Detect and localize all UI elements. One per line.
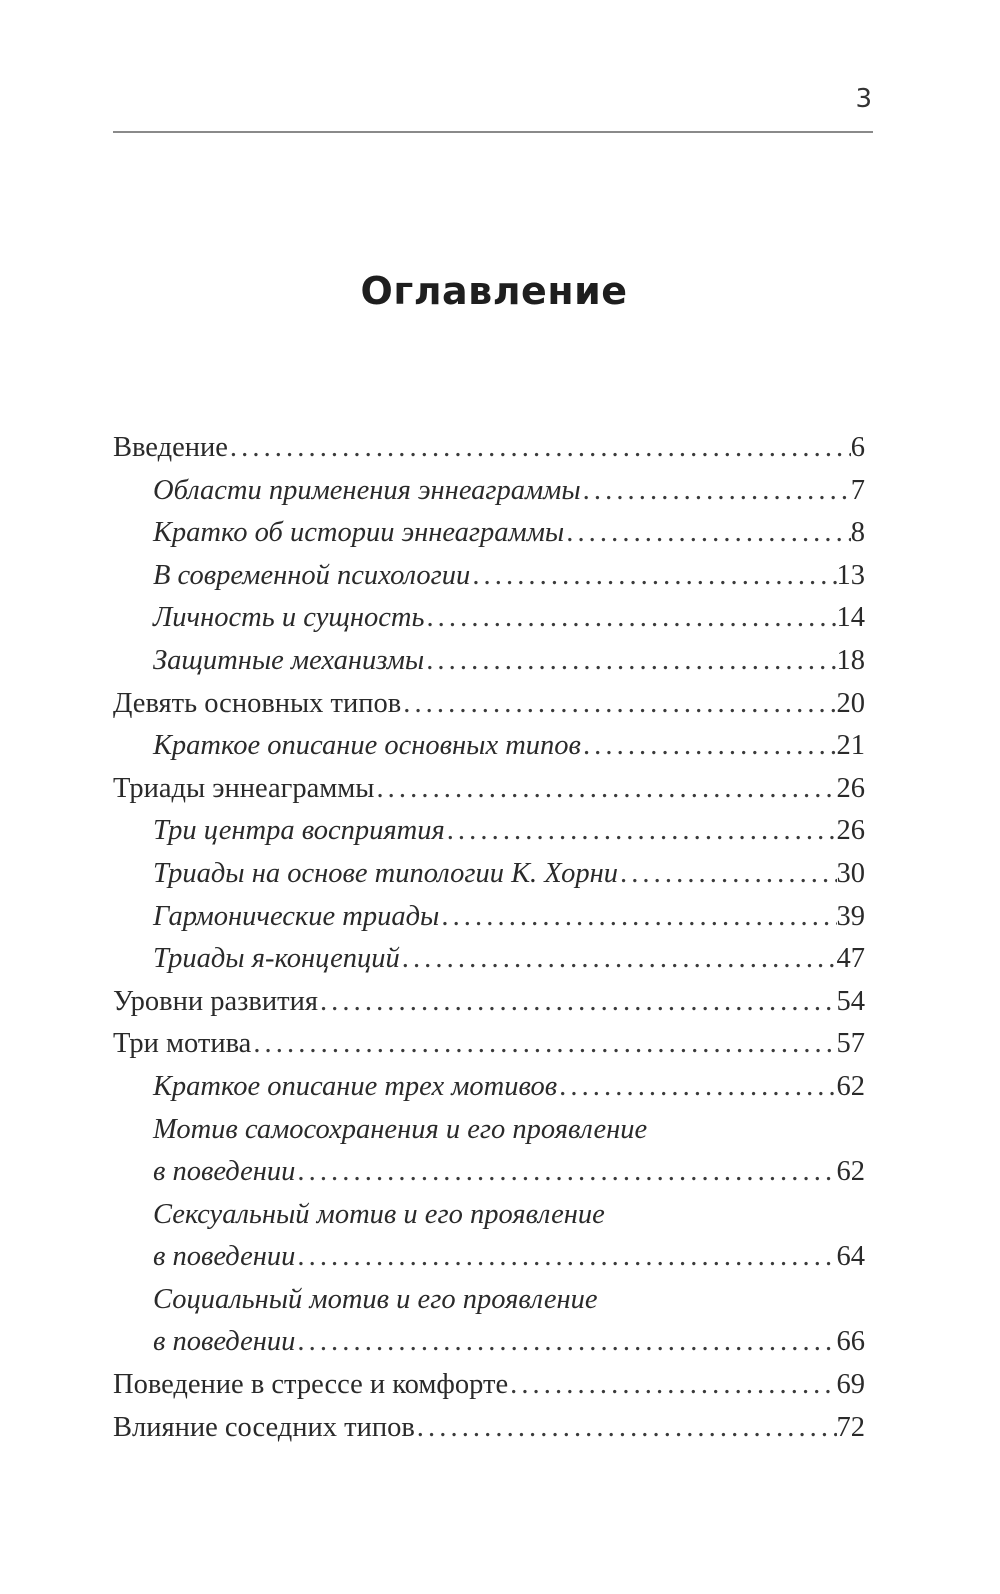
toc-entry-page-number: 21 bbox=[836, 730, 865, 762]
toc-entry[interactable] bbox=[113, 555, 865, 598]
toc-entry-label: Краткое описание основных типов bbox=[153, 730, 581, 762]
toc-entry[interactable] bbox=[113, 810, 865, 853]
toc-entry-page-number: 62 bbox=[836, 1070, 865, 1102]
toc-entry-label: в поведении bbox=[153, 1156, 296, 1188]
toc-entry-label: Краткое описание трех мотивов bbox=[153, 1070, 558, 1102]
dot-leader bbox=[424, 640, 836, 683]
toc-entry[interactable] bbox=[113, 1109, 865, 1152]
toc-entry-page-number: 64 bbox=[836, 1241, 865, 1273]
toc-entry-page-number: 14 bbox=[836, 602, 865, 634]
toc-entry-label: Кратко об истории эннеаграммы bbox=[153, 517, 565, 549]
toc-entry[interactable] bbox=[113, 981, 865, 1024]
dot-leader bbox=[400, 938, 837, 981]
toc-entry[interactable] bbox=[113, 512, 865, 555]
toc-entry[interactable] bbox=[113, 597, 865, 640]
toc-entry-page-number: 57 bbox=[836, 1028, 865, 1060]
dot-leader bbox=[374, 768, 836, 811]
toc-entry[interactable] bbox=[113, 1066, 865, 1109]
toc-entry-label: Сексуальный мотив и его проявление bbox=[153, 1198, 605, 1230]
toc-entry-label: Триады на основе типологии К. Хорни bbox=[153, 857, 618, 889]
toc-entry-label: В современной психологии bbox=[153, 559, 471, 591]
toc-entry[interactable] bbox=[113, 640, 865, 683]
table-of-contents bbox=[113, 427, 865, 1449]
toc-entry-label: в поведении bbox=[153, 1326, 296, 1358]
toc-entry-label: Введение bbox=[113, 432, 228, 463]
toc-entry-page-number: 26 bbox=[836, 772, 865, 804]
toc-entry-label: Поведение в стрессе и комфорте bbox=[113, 1369, 509, 1401]
toc-entry[interactable] bbox=[113, 1194, 865, 1237]
toc-entry-page-number: 69 bbox=[836, 1369, 865, 1401]
toc-entry-page-number: 20 bbox=[836, 687, 865, 719]
toc-entry-page-number: 6 bbox=[850, 432, 865, 463]
dot-leader bbox=[581, 470, 851, 513]
toc-entry[interactable] bbox=[113, 896, 865, 939]
header-rule bbox=[113, 131, 873, 133]
toc-entry-label: Уровни развития bbox=[113, 985, 318, 1017]
toc-entry-page-number: 66 bbox=[836, 1326, 865, 1358]
dot-leader bbox=[564, 512, 851, 555]
toc-entry-page-number: 72 bbox=[836, 1411, 865, 1443]
toc-entry-page-number: 18 bbox=[836, 644, 865, 676]
toc-entry[interactable] bbox=[113, 1236, 865, 1279]
dot-leader bbox=[228, 427, 851, 470]
dot-leader bbox=[424, 597, 836, 640]
toc-entry[interactable] bbox=[113, 725, 865, 768]
dot-leader bbox=[295, 1321, 836, 1364]
toc-entry-page-number: 39 bbox=[836, 900, 865, 932]
toc-entry-label: Влияние соседних типов bbox=[113, 1411, 415, 1443]
toc-entry[interactable] bbox=[113, 427, 865, 470]
dot-leader bbox=[581, 725, 837, 768]
toc-entry[interactable] bbox=[113, 1407, 865, 1450]
dot-leader bbox=[557, 1066, 836, 1109]
toc-entry-label: Социальный мотив и его проявление bbox=[153, 1283, 598, 1315]
toc-entry-label: Девять основных типов bbox=[113, 687, 402, 719]
dot-leader bbox=[295, 1236, 836, 1279]
dot-leader bbox=[295, 1151, 836, 1194]
toc-entry-page-number: 62 bbox=[836, 1156, 865, 1188]
toc-entry-label: Триады я-концепций bbox=[153, 943, 400, 975]
toc-entry-label: Личность и сущность bbox=[153, 602, 425, 634]
toc-entry-page-number: 7 bbox=[850, 474, 865, 506]
toc-entry-page-number: 30 bbox=[836, 857, 865, 889]
toc-entry-page-number: 8 bbox=[850, 517, 865, 549]
toc-entry[interactable] bbox=[113, 1151, 865, 1194]
toc-entry-label: Мотив самосохранения и его проявление bbox=[153, 1113, 648, 1145]
toc-entry[interactable] bbox=[113, 1023, 865, 1066]
toc-entry-label: Триады эннеаграммы bbox=[113, 772, 375, 804]
toc-entry-label: Области применения эннеаграммы bbox=[153, 474, 581, 506]
toc-entry-page-number: 13 bbox=[836, 559, 865, 591]
dot-leader bbox=[439, 896, 836, 939]
page-number: 3 bbox=[855, 84, 872, 114]
toc-entry[interactable] bbox=[113, 768, 865, 811]
toc-entry[interactable] bbox=[113, 938, 865, 981]
toc-entry-label: Три мотива bbox=[113, 1028, 252, 1060]
dot-leader bbox=[318, 981, 837, 1024]
toc-entry[interactable] bbox=[113, 1364, 865, 1407]
toc-entry[interactable] bbox=[113, 470, 865, 513]
toc-entry[interactable] bbox=[113, 683, 865, 726]
toc-entry[interactable] bbox=[113, 853, 865, 896]
toc-entry-page-number: 26 bbox=[836, 815, 865, 847]
dot-leader bbox=[415, 1407, 837, 1450]
dot-leader bbox=[618, 853, 837, 896]
toc-entry-label: Защитные механизмы bbox=[153, 644, 425, 676]
dot-leader bbox=[470, 555, 836, 598]
toc-entry-page-number: 54 bbox=[836, 985, 865, 1017]
dot-leader bbox=[251, 1023, 836, 1066]
dot-leader bbox=[508, 1364, 836, 1407]
dot-leader bbox=[401, 683, 836, 726]
toc-entry[interactable] bbox=[113, 1321, 865, 1364]
dot-leader bbox=[445, 810, 837, 853]
toc-entry-page-number: 47 bbox=[836, 943, 865, 975]
page-title: Оглавление bbox=[360, 269, 628, 314]
toc-entry-label: Гармонические триады bbox=[153, 900, 440, 932]
toc-entry[interactable] bbox=[113, 1279, 865, 1322]
toc-entry-label: Три центра восприятия bbox=[153, 815, 445, 847]
toc-entry-label: в поведении bbox=[153, 1241, 296, 1273]
